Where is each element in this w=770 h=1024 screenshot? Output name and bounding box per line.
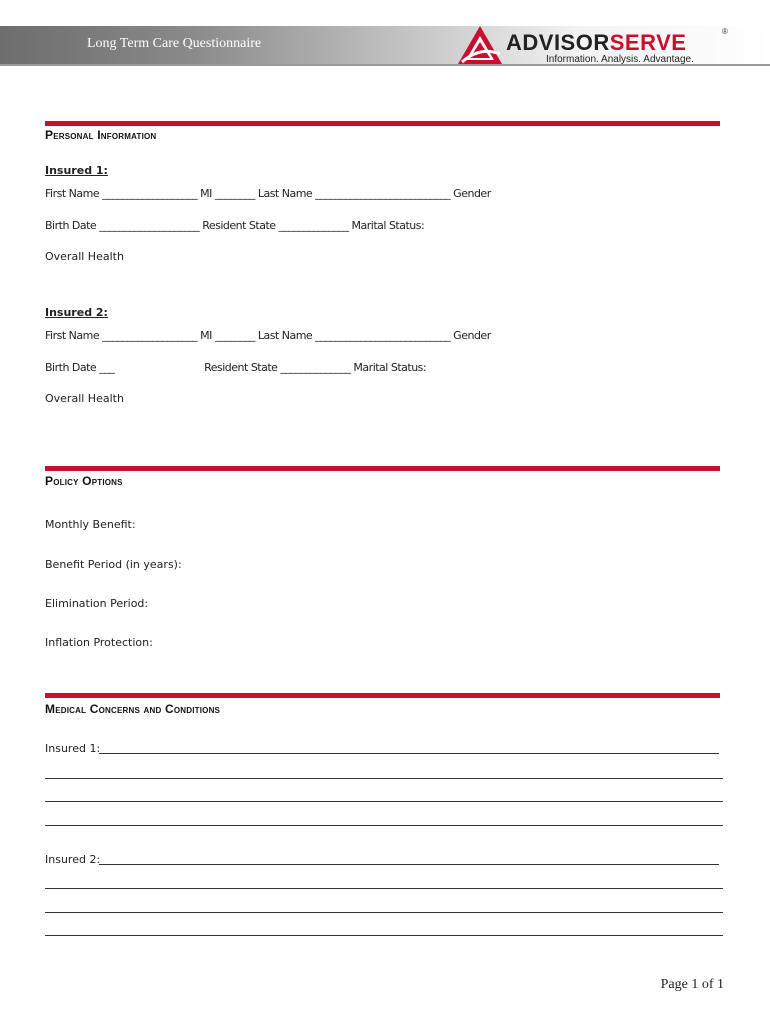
- document-title: Long Term Care Questionnaire: [87, 36, 262, 51]
- medical-insured2-label: Insured 2:: [45, 853, 101, 866]
- section-divider-medical: [45, 693, 720, 698]
- advisorserve-logo: [456, 24, 736, 70]
- insured2-name-row[interactable]: First Name ___________________ MI ________ Last Name ___________________________ Gender: [45, 329, 491, 342]
- registered-mark: ®: [722, 27, 728, 36]
- medical-insured1-line[interactable]: [45, 801, 723, 802]
- insured1-birth-row[interactable]: Birth Date ____________________ Resident State ______________ Marital Status:: [45, 219, 425, 232]
- medical-insured2-line[interactable]: [45, 888, 723, 889]
- insured1-label: Insured 1:: [45, 164, 108, 177]
- medical-insured1-line[interactable]: [45, 778, 723, 779]
- medical-insured1-line[interactable]: [45, 825, 723, 826]
- medical-insured2-line[interactable]: [45, 912, 723, 913]
- logo-mark-icon: [456, 24, 504, 66]
- section-title-personal: Personal Information: [45, 128, 157, 142]
- monthly-benefit-label[interactable]: Monthly Benefit:: [45, 518, 136, 531]
- benefit-period-label[interactable]: Benefit Period (in years):: [45, 558, 182, 571]
- inflation-protection-label[interactable]: Inflation Protection:: [45, 636, 153, 649]
- insured2-label: Insured 2:: [45, 306, 108, 319]
- section-divider-personal: [45, 121, 720, 126]
- medical-insured1-label: Insured 1:: [45, 742, 101, 755]
- logo-tagline: Information. Analysis. Advantage.: [546, 54, 694, 65]
- page-number: Page 1 of 1: [660, 977, 724, 992]
- insured2-health-label[interactable]: Overall Health: [45, 392, 124, 405]
- section-title-policy: Policy Options: [45, 474, 123, 488]
- logo-wordmark: ADVISORSERVE: [506, 30, 687, 55]
- section-divider-policy: [45, 466, 720, 471]
- medical-insured2-line[interactable]: [99, 864, 719, 865]
- insured1-name-row[interactable]: First Name ___________________ MI ________ Last Name ___________________________ Gender: [45, 187, 491, 200]
- medical-insured2-line[interactable]: [45, 935, 723, 936]
- elimination-period-label[interactable]: Elimination Period:: [45, 597, 149, 610]
- insured2-birth-row[interactable]: Birth Date ___ Resident State ______________ Marital Status:: [45, 361, 427, 374]
- insured1-health-label[interactable]: Overall Health: [45, 250, 124, 263]
- section-title-medical: Medical Concerns and Conditions: [45, 702, 221, 716]
- medical-insured1-line[interactable]: [99, 753, 719, 754]
